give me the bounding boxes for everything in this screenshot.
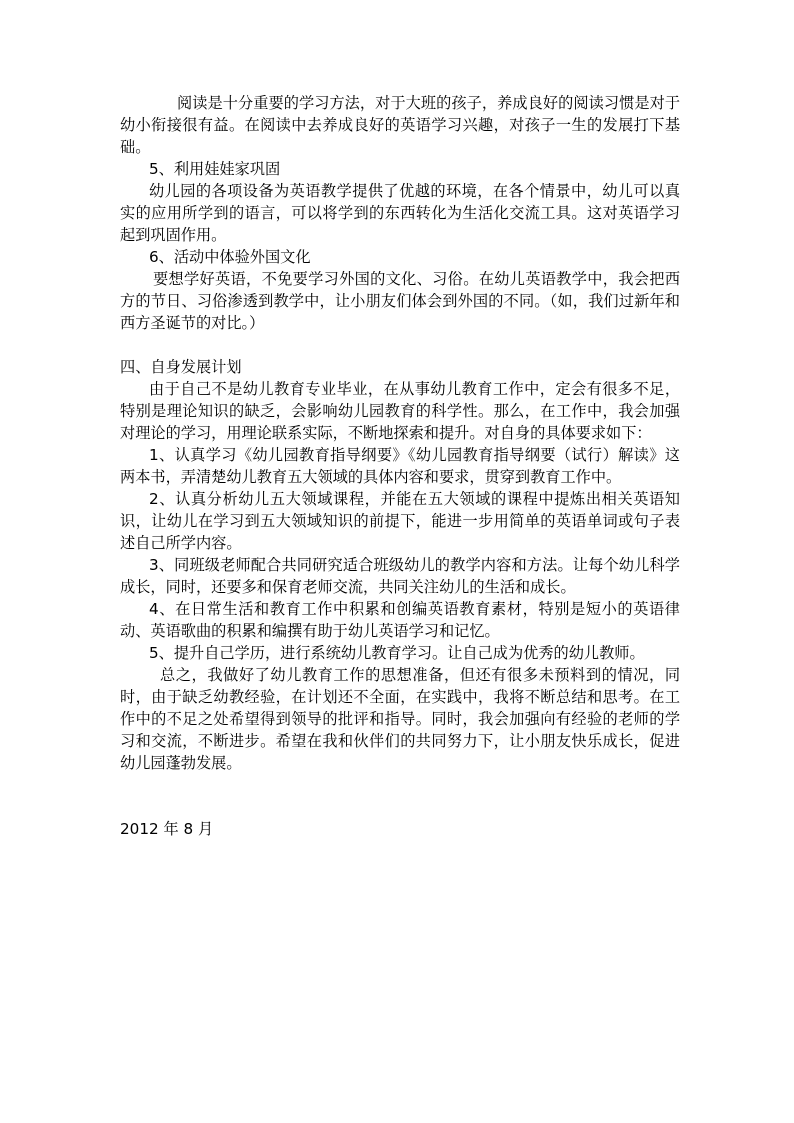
paragraph-spacer bbox=[120, 334, 680, 356]
plan-item-5: 5、提升自己学历，进行系统幼儿教育学习。让自己成为优秀的幼儿教师。 bbox=[149, 644, 645, 662]
reading-paragraph: 阅读是十分重要的学习方法，对于大班的孩子，养成良好的阅读习惯是对于幼小衔接很有益。在阅读中去养成良好的英语学习兴趣，对孩子一生的发展打下基础。 bbox=[120, 94, 680, 156]
item-6-body: 要想学好英语，不免要学习外国的文化、习俗。在幼儿英语教学中，我会把西方的节日、习俗渗透到教学中，让小朋友们体会到外国的不同。（如，我们过新年和西方圣诞节的对比。） bbox=[120, 270, 680, 332]
section-4-intro: 由于自己不是幼儿教育专业毕业，在从事幼儿教育工作中，定会有很多不足，特别是理论知识的缺乏，会影响幼儿园教育的科学性。那么，在工作中，我会加强对理论的学习，用理论联系实际，不断地探索和提升。对自身的具体要求如下： bbox=[120, 380, 680, 442]
plan-item-3: 3、同班级老师配合共同研究适合班级幼儿的教学内容和方法。让每个幼儿科学成长，同时，还要多和保育老师交流，共同关注幼儿的生活和成长。 bbox=[120, 556, 680, 596]
item-6-title: 6、活动中体验外国文化 bbox=[149, 248, 311, 266]
document-date: 2012 年 8 月 bbox=[120, 820, 214, 838]
document-page bbox=[120, 92, 680, 840]
plan-item-2: 2、认真分析幼儿五大领域课程，并能在五大领域的课程中提炼出相关英语知识，让幼儿在学习到五大领域知识的前提下，能进一步用简单的英语单词或句子表述自己所学内容。 bbox=[120, 490, 680, 552]
plan-item-4: 4、在日常生活和教育工作中积累和创编英语教育素材，特别是短小的英语律动、英语歌曲的积累和编撰有助于幼儿英语学习和记忆。 bbox=[120, 600, 680, 640]
item-5-title: 5、利用娃娃家巩固 bbox=[149, 160, 281, 178]
section-4-heading: 四、自身发展计划 bbox=[120, 358, 242, 376]
summary-paragraph: 总之，我做好了幼儿教育工作的思想准备，但还有很多未预料到的情况，同时，由于缺乏幼教经验，在计划还不全面，在实践中，我将不断总结和思考。在工作中的不足之处希望得到领导的批评和指导。同时，我会加强向有经验的老师的学习和交流，不断进步。希望在我和伙伴们的共同努力下，让小朋友快乐成长，促进幼儿园蓬勃发展。 bbox=[120, 666, 680, 772]
date-spacer bbox=[120, 774, 680, 818]
plan-item-1: 1、认真学习《幼儿园教育指导纲要》《幼儿园教育指导纲要（试行）解读》这两本书，弄清楚幼儿教育五大领域的具体内容和要求，贯穿到教育工作中。 bbox=[120, 446, 680, 486]
item-5-body: 幼儿园的各项设备为英语教学提供了优越的环境，在各个情景中，幼儿可以真实的应用所学到的语言，可以将学到的东西转化为生活化交流工具。这对英语学习起到巩固作用。 bbox=[120, 182, 680, 244]
